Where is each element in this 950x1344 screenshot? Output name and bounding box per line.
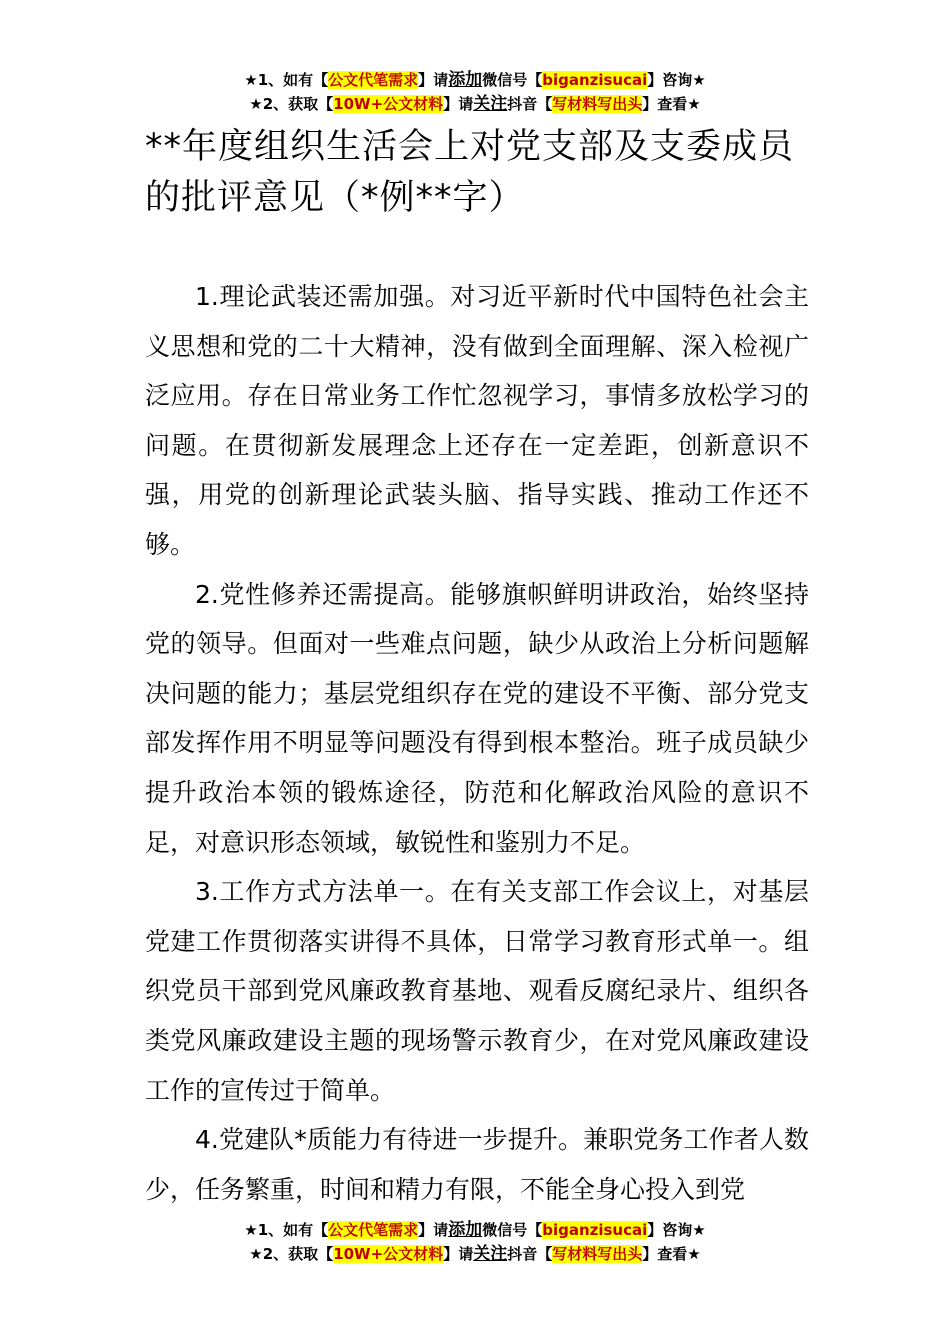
highlight-douyin: 写材料写出头 (552, 95, 643, 113)
paragraph-4: 4.党建队*质能力有待进一步提升。兼职党务工作者人数少，任务繁重，时间和精力有限，不能全身心投入到党 (145, 1125, 809, 1204)
highlight-materials: 10W+公文材料 (333, 95, 444, 113)
document-body (145, 272, 809, 1214)
paragraph-2: 2.党性修养还需提高。能够旗帜鲜明讲政治，始终坚持党的领导。但面对一些难点问题，缺少从政治上分析问题解决问题的能力；基层党组织存在党的建设不平衡、部分党支部发挥作用不明显等问题没有得到根本整治。班子成员缺少提升政治本领的锻炼途径，防范和化解政治风险的意识不足，对意识形态领域，敏锐性和鉴别力不足。 (145, 579, 809, 857)
highlight-service: 公文代笔需求 (328, 71, 419, 89)
header-banner (0, 68, 950, 116)
banner-line-2: ★2、获取【10W+公文材料】请关注抖音【写材料写出头】查看★ (249, 1244, 701, 1264)
highlight-wechat-id: biganzisucai (542, 1221, 648, 1239)
paragraph-1: 1.理论武装还需加强。对习近平新时代中国特色社会主义思想和党的二十大精神，没有做到全面理解、深入检视广泛应用。存在日常业务工作忙忽视学习，事情多放松学习的问题。在贯彻新发展理念上还存在一定差距，创新意识不强，用党的创新理论武装头脑、指导实践、推动工作还不够。 (145, 282, 809, 559)
banner-line-1: ★1、如有【公文代笔需求】请添加微信号【biganzisucai】咨询★ (244, 1220, 706, 1240)
banner-line-1: ★1、如有【公文代笔需求】请添加微信号【biganzisucai】咨询★ (244, 70, 706, 90)
document-title: **年度组织生活会上对党支部及支委成员的批评意见（*例**字） (145, 127, 795, 218)
highlight-douyin: 写材料写出头 (552, 1245, 643, 1263)
highlight-materials: 10W+公文材料 (333, 1245, 444, 1263)
footer-banner (0, 1218, 950, 1266)
highlight-service: 公文代笔需求 (328, 1221, 419, 1239)
highlight-wechat-id: biganzisucai (542, 71, 648, 89)
paragraph-3: 3.工作方式方法单一。在有关支部工作会议上，对基层党建工作贯彻落实讲得不具体，日常学习教育形式单一。组织党员干部到党风廉政教育基地、观看反腐纪录片、组织各类党风廉政建设主题的现场警示教育少，在对党风廉政建设工作的宣传过于简单。 (145, 877, 809, 1105)
banner-line-2: ★2、获取【10W+公文材料】请关注抖音【写材料写出头】查看★ (249, 94, 701, 114)
